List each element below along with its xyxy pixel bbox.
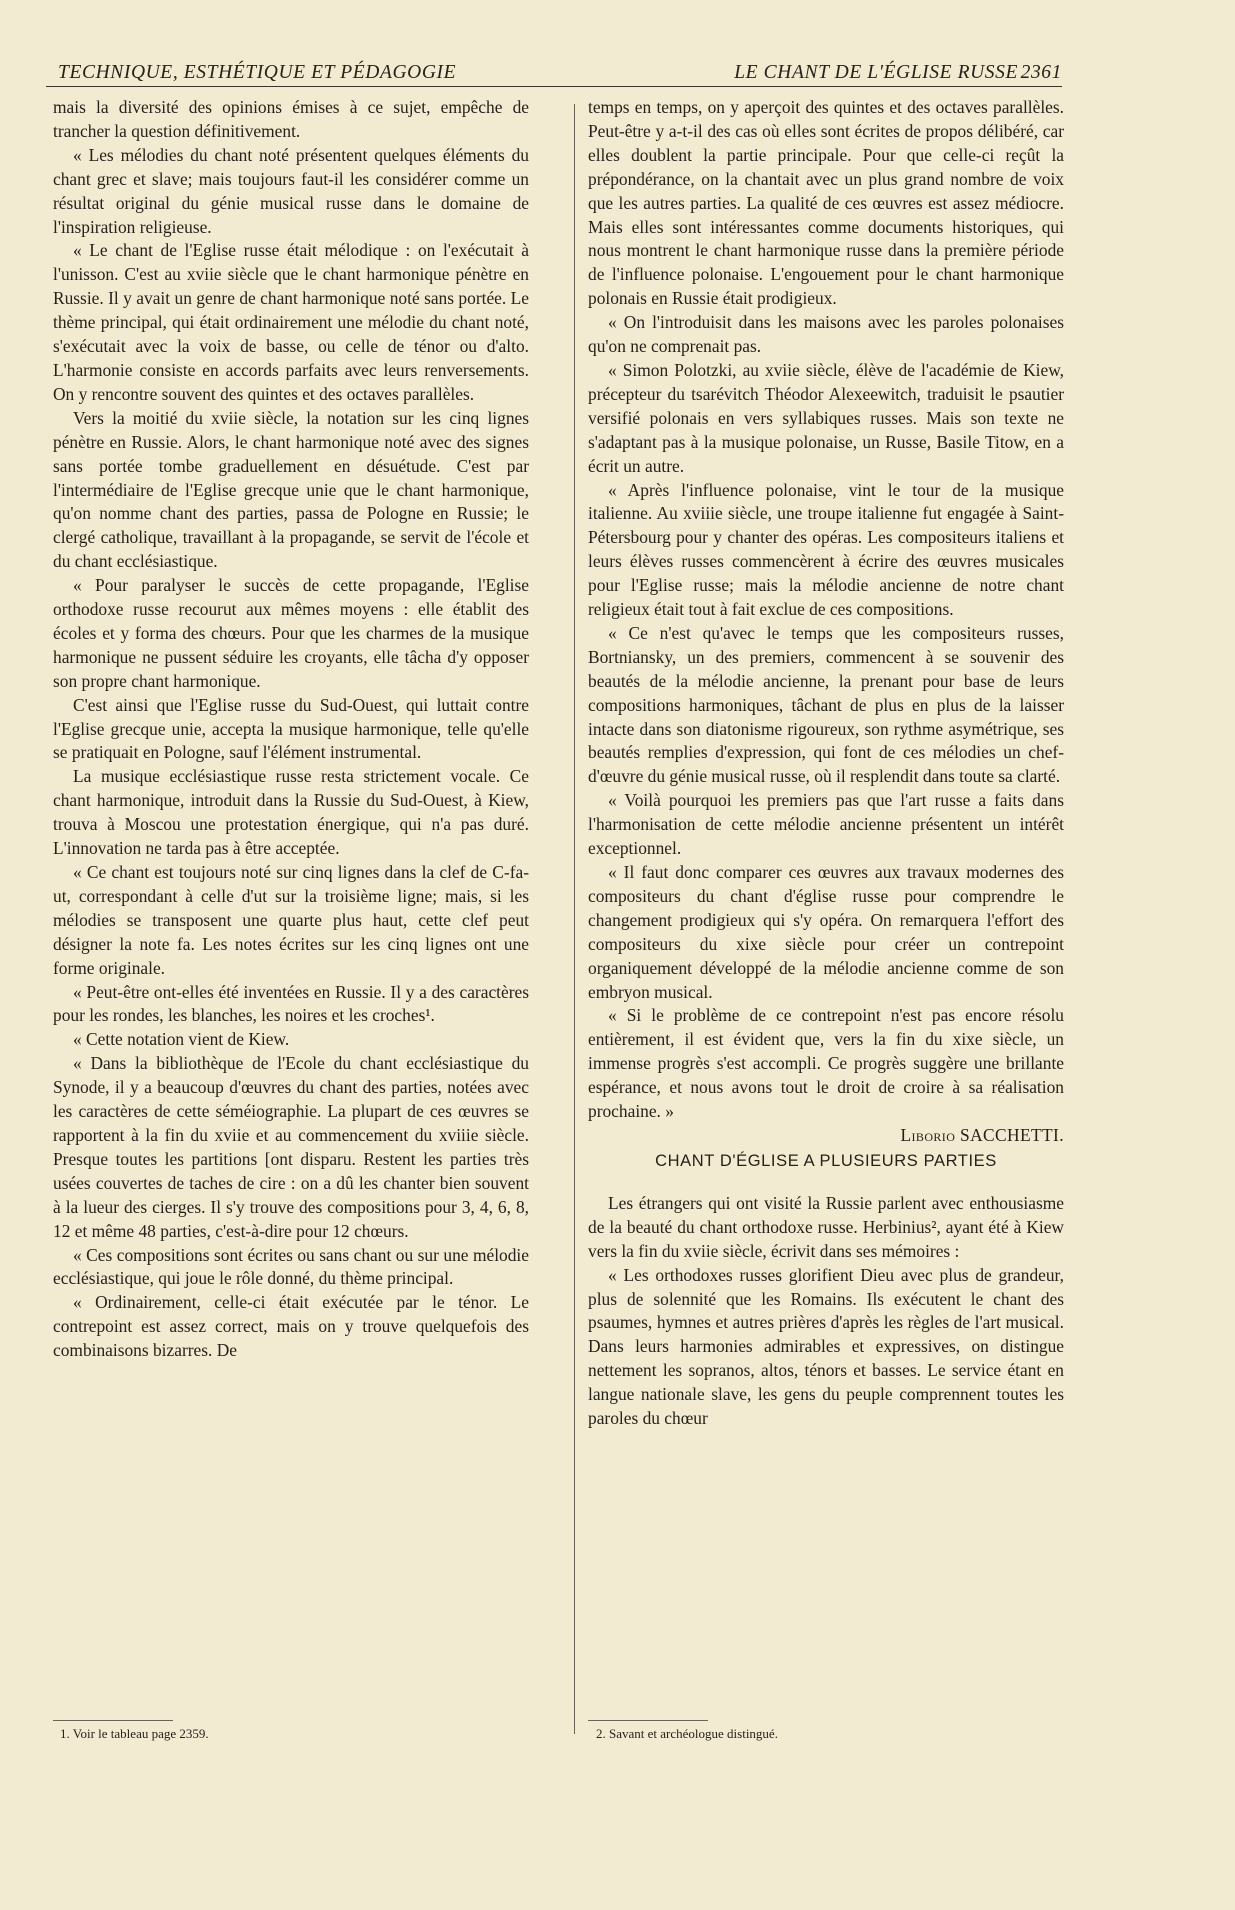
left-column [53,96,529,1363]
paragraph: « Ces compositions sont écrites ou sans chant ou sur une mélodie ecclésiastique, qui joue le rôle donné, du thème principal. [53,1244,529,1289]
paragraph: « Ce chant est toujours noté sur cinq lignes dans la clef de C-fa-ut, correspondant à celle d'ut sur la troisième ligne; mais, si les mélodies se transposent une quarte plus haut, cette clef peut désigner la note fa. Les notes écrites sur les cinq lignes ont une forme originale. [53,862,529,978]
paragraph: « Cette notation vient de Kiew. [73,1029,290,1050]
signature: Liborio SACCHETTI. [900,1124,1064,1145]
column-divider [574,104,575,1734]
paragraph: Vers la moitié du xviie siècle, la notation sur les cinq lignes pénètre en Russie. Alors, le chant harmonique noté avec des signes sans portée tombe graduellement en désuétude. C'est par l'intermédiaire de l'Eglise grecque unie que le chant harmonique, qu'on nomme chant des parties, passa de Pologne en Russie; le clergé catholique, travaillant à la propagande, se servit de l'école et du chant ecclésiastique. [53,407,529,572]
header-left: TECHNIQUE, ESTHÉTIQUE ET PÉDAGOGIE [58,62,457,83]
paragraph: « Ordinairement, celle-ci était exécutée par le ténor. Le contrepoint est assez correct, mais on y trouve quelquefois des combinaisons bizarres. De [53,1292,529,1361]
paragraph: « Le chant de l'Eglise russe était mélodique : on l'exécutait à l'unisson. C'est au xviie siècle que le chant harmonique pénètre en Russie. Il y avait un genre de chant harmonique noté sans portée. Le thème principal, qui était ordinairement une mélodie du chant noté, s'exécutait avec la voix de basse, ou celle de ténor ou d'alto. L'harmonie consiste en accords parfaits avec leurs renversements. On y rencontre souvent des quintes et des octaves parallèles. [53,240,529,404]
header-right: LE CHANT DE L'ÉGLISE RUSSE [734,62,1018,83]
running-header [46,58,1062,87]
paragraph: « Peut-être ont-elles été inventées en Russie. Il y a des caractères pour les rondes, les blanches, les noires et les croches¹. [53,981,529,1026]
page-number: 2361 [1020,62,1062,83]
paragraph: « Les orthodoxes russes glorifient Dieu avec plus de grandeur, plus de solennité que les Romains. Ils exécutent le chant des psaumes, hymnes et autres prières d'après les règles de l'art musical. Dans leurs harmonies admirables et expressives, on distingue nettement les sopranos, altos, ténors et basses. Le service étant en langue nationale slave, les gens du peuple comprennent toutes les paroles du chœur [588,1264,1064,1429]
paragraph: « Si le problème de ce contrepoint n'est pas encore résolu entièrement, il est évident que, vers la fin du xixe siècle, un immense progrès s'est accompli. Ce progrès suggère une brillante espérance, et nous avons tout le droit de croire à sa réalisation prochaine. » [588,1005,1064,1122]
footnote-left: 1. Voir le tableau page 2359. [60,1726,209,1741]
paragraph: mais la diversité des opinions émises à ce sujet, empêche de trancher la question définitivement. [53,97,529,141]
footnote-right: 2. Savant et archéologue distingué. [596,1726,778,1741]
footnote-rule [588,1720,708,1721]
paragraph: « Simon Polotzki, au xviie siècle, élève de l'académie de Kiew, précepteur du tsarévitch Théodor Alexeewitch, traduisit le psautier versifié polonais en vers syllabiques russes. Mais son texte ne s'adaptant pas à la musique polonaise, un Russe, Basile Titow, en a écrit un autre. [588,359,1064,476]
paragraph: « Après l'influence polonaise, vint le tour de la musique italienne. Au xviiie siècle, une troupe italienne fut engagée à Saint-Pétersbourg pour y chanter des opéras. Les compositeurs italiens et leurs élèves russes commencèrent à écrire des œuvres musicales pour l'Eglise russe; mais la mélodie ancienne de notre chant religieux était tout à fait exclue de ces compositions. [588,479,1064,620]
section-title: CHANT D'ÉGLISE A PLUSIEURS PARTIES [655,1151,997,1170]
paragraph: La musique ecclésiastique russe resta strictement vocale. Ce chant harmonique, introduit dans la Russie du Sud-Ouest, à Kiew, trouva à Moscou une protestation énergique, qui n'a pas duré. L'innovation ne tarda pas à être acceptée. [53,766,529,859]
paragraph: C'est ainsi que l'Eglise russe du Sud-Ouest, qui luttait contre l'Eglise grecque unie, accepta la musique harmonique, telle qu'elle se pratiquait en Pologne, sauf l'élément instrumental. [53,694,529,763]
footnote-rule [53,1720,173,1721]
paragraph: « Ce n'est qu'avec le temps que les compositeurs russes, Bortniansky, un des premiers, commencent à se souvenir des beautés de la mélodie ancienne, la prenant pour base de leurs compositions harmoniques, tâchant de plus en plus de la laisser intacte dans son diatonisme rigoureux, son rythme asymétrique, ses beautés remplies d'expression, qui font de ces mélodies un chef-d'œuvre du génie musical russe, où il resplendit dans toute sa clarté. [588,622,1064,787]
paragraph: Les étrangers qui ont visité la Russie parlent avec enthousiasme de la beauté du chant orthodoxe russe. Herbinius², ayant été à Kiew vers la fin du xviie siècle, écrivit dans ses mémoires : [588,1192,1064,1261]
right-column [588,96,1064,1431]
paragraph: « Les mélodies du chant noté présentent quelques éléments du chant grec et slave; mais toujours faut-il les considérer comme un résultat original du génie musical russe dans le domaine de l'inspiration religieuse. [53,144,529,237]
paragraph: « Il faut donc comparer ces œuvres aux travaux modernes des compositeurs du chant d'église russe pour comprendre le changement prodigieux qui s'y opéra. On remarquera l'effort des compositeurs du xixe siècle pour créer un contrepoint organiquement développé de la mélodie ancienne comme de son embryon musical. [588,862,1064,1002]
paragraph: « On l'introduisit dans les maisons avec les paroles polonaises qu'on ne comprenait pas. [588,312,1064,357]
paragraph: « Dans la bibliothèque de l'Ecole du chant ecclésiastique du Synode, il y a beaucoup d'œuvres du chant des parties, notées avec les caractères de cette séméiographie. La plupart de ces œuvres se rapportent à la fin du xviie et au commencement du xviiie siècle. Presque toutes les partitions [ont disparu. Restent les parties très usées couvertes de taches de cire : on a dû les chanter bien souvent à la lueur des cierges. Il s'y trouve des compositions pour 3, 4, 6, 8, 12 et même 48 parties, c'est-à-dire pour 12 chœurs. [53,1053,529,1241]
paragraph: temps en temps, on y aperçoit des quintes et des octaves parallèles. Peut-être y a-t-il des cas où elles sont écrites de propos délibéré, car elles doublent la partie principale. Pour que celle-ci reçût la prépondérance, on la chantait avec un plus grand nombre de voix que les autres parties. La qualité de ces œuvres est assez médiocre. Mais elles sont intéressantes comme documents historiques, qui nous montrent le chant harmonique russe dans la première période de l'influence polonaise. L'engouement pour le chant harmonique polonais en Russie était prodigieux. [588,97,1064,309]
paragraph: « Voilà pourquoi les premiers pas que l'art russe a faits dans l'harmonisation de cette mélodie ancienne présentent un intérêt exceptionnel. [588,790,1064,859]
paragraph: « Pour paralyser le succès de cette propagande, l'Eglise orthodoxe russe recourut aux mêmes moyens : elle établit des écoles et y forma des chœurs. Pour que les charmes de la musique harmonique ne pussent séduire les croyants, elle tâcha d'y opposer son propre chant harmonique. [53,575,529,691]
